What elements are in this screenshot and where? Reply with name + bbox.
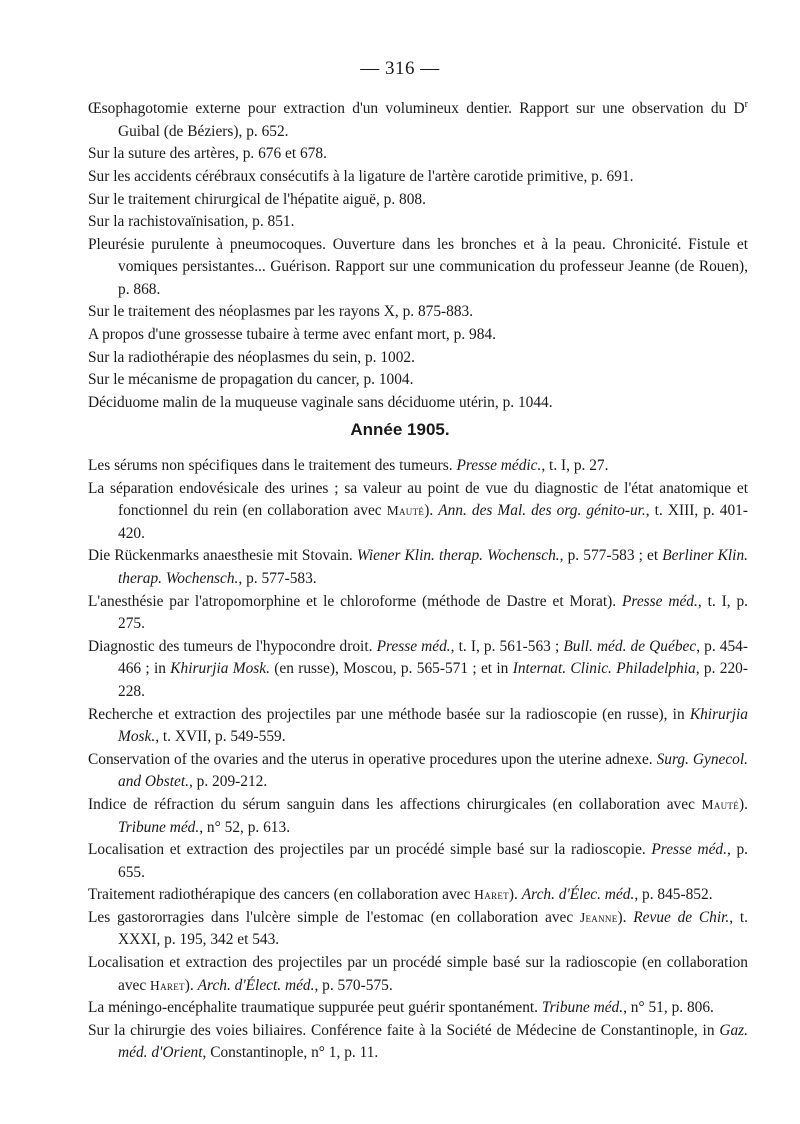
bibliography-entry: Die Rückenmarks anaesthesie mit Stovain. Wiener Klin. therap. Wochensch., p. 577-583 ; et Berliner Klin. therap. Wochensch., p. 577-583.	[88, 547, 749, 587]
bibliography-entry: Les gastororragies dans l'ulcère simple de l'estomac (en collaboration avec Jeanne). Revue de Chir., t. XXXI, p. 195, 342 et 543.	[88, 908, 748, 949]
bibliography-entry: Localisation et extraction des projectiles par un procédé simple basé sur la radioscopie. Presse méd., p. 655.	[88, 841, 748, 881]
bibliography-entry: Diagnostic des tumeurs de l'hypocondre droit. Presse méd., t. I, p. 561-563 ; Bull. méd. de Québec, p. 454-466 ; in Khirurjia Mosk. (en russe), Moscou, p. 565-571 ; et in Internat. Clinic. Philadelphia, p. 220-228.	[88, 637, 749, 700]
bibliography-entry: Sur les accidents cérébraux consécutifs à la ligature de l'artère carotide primitive, p. 691.	[88, 167, 634, 185]
bibliography-entry: La séparation endovésicale des urines ; sa valeur au point de vue du diagnostic de l'état anatomique et fonctionnel du rein (en collaboration avec Mauté). Ann. des Mal. des org. génito-ur., t. XIII, p. 401-420.	[88, 479, 748, 542]
bibliography-entry: Localisation et extraction des projectiles par un procédé simple basé sur la radioscopie (en collaboration avec Haret). Arch. d'Élect. méd., p. 570-575.	[88, 954, 748, 994]
bibliography-entry: Conservation of the ovaries and the uterus in operative procedures upon the uterine adnexe. Surg. Gynecol. and Obstet., p. 209-212.	[88, 750, 749, 791]
bibliography-entry: L'anesthésie par l'atropomorphine et le chloroforme (méthode de Dastre et Morat). Presse méd., t. I, p. 275.	[88, 592, 748, 633]
bibliography-entry: Recherche et extraction des projectiles par une méthode basée sur la radioscopie (en russe), in Khirurjia Mosk., t. XVII, p. 549-559.	[88, 705, 748, 746]
section-heading: Année 1905.	[350, 420, 450, 439]
bibliography-entry: Sur la suture des artères, p. 676 et 678.	[88, 145, 327, 163]
bibliography-entry: Sur le mécanisme de propagation du cancer, p. 1004.	[88, 371, 414, 389]
bibliography-entry: A propos d'une grossesse tubaire à terme avec enfant mort, p. 984.	[88, 326, 496, 344]
bibliography-entry: Sur la rachistovaïnisation, p. 851.	[88, 213, 295, 231]
bibliography-entry: Sur la chirurgie des voies biliaires. Conférence faite à la Société de Médecine de Constantinople, in Gaz. méd. d'Orient, Constantinople, n° 1, p. 11.	[88, 1021, 748, 1062]
bibliography-entry: Traitement radiothérapique des cancers (en collaboration avec Haret). Arch. d'Élec. méd., p. 845-852.	[88, 886, 713, 904]
bibliography-entry: Indice de réfraction du sérum sanguin dans les affections chirurgicales (en collaboration avec Mauté). Tribune méd., n° 52, p. 613.	[88, 795, 748, 836]
bibliography-entry: La méningo-encéphalite traumatique suppurée peut guérir spontanément. Tribune méd., n° 51, p. 806.	[88, 999, 714, 1017]
bibliography-list-top	[88, 94, 748, 414]
page-number: — 316 —	[360, 58, 440, 79]
bibliography-entry: Œsophagotomie externe pour extraction d'un volumineux dentier. Rapport sur une observation du $D^r$ Guibal (de Béziers), p. 652.	[88, 99, 748, 140]
bibliography-entry: Sur le traitement chirurgical de l'hépatite aiguë, p. 808.	[88, 190, 426, 208]
bibliography-entry: Pleurésie purulente à pneumocoques. Ouverture dans les bronches et à la peau. Chronicité. Fistule et vomiques persistantes... Guérison. Rapport sur une communication du professeur Jeanne (de Rouen), p. 868.	[88, 235, 748, 298]
bibliography-list-1905	[88, 455, 748, 1065]
bibliography-entry: Sur le traitement des néoplasmes par les rayons X, p. 875-883.	[88, 303, 474, 321]
bibliography-entry: Sur la radiothérapie des néoplasmes du sein, p. 1002.	[88, 348, 415, 366]
bibliography-entry: Déciduome malin de la muqueuse vaginale sans déciduome utérin, p. 1044.	[88, 393, 553, 411]
bibliography-entry: Les sérums non spécifiques dans le traitement des tumeurs. Presse médic., t. I, p. 27.	[88, 457, 609, 474]
